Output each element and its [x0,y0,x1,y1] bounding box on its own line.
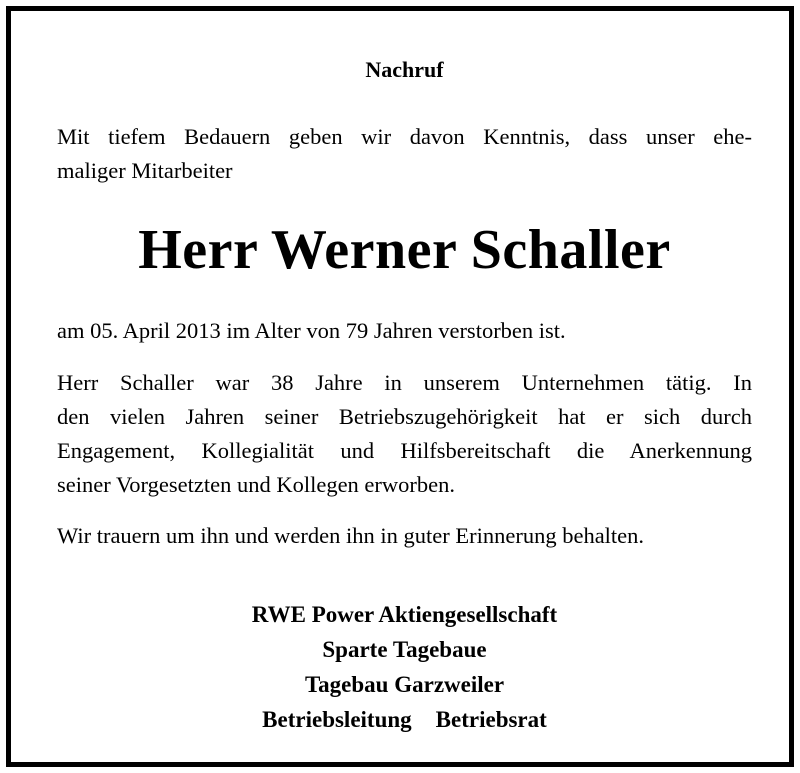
signature-signatories [57,702,752,737]
obituary-heading: Nachruf [365,57,444,82]
tribute-line: seiner Vorgesetzten und Kollegen erworben. [57,472,456,497]
intro-paragraph [57,120,752,188]
obituary-frame [6,6,794,767]
intro-line: maliger Mitarbeiter [57,158,233,183]
signature-site: Tagebau Garzweiler [304,672,505,697]
signature-block [57,597,752,737]
tribute-paragraph [57,366,752,502]
tribute-line: Herr Schaller war 38 Jahre in unserem Unternehmen tätig. In [57,370,752,395]
closing-text: Wir trauern um ihn und werden ihn in guter Erinnerung behalten. [57,523,645,548]
closing-paragraph [57,519,752,553]
death-statement [57,314,752,348]
signature-company: RWE Power Aktiengesellschaft [251,602,558,627]
signature-management: Betriebsleitung [262,707,412,732]
signature-works-council: Betriebsrat [435,707,547,732]
signature-division: Sparte Tagebaue [322,637,487,662]
tribute-line: Engagement, Kollegialität und Hilfsbereitschaft die Anerkennung [57,438,752,463]
deceased-name: Herr Werner Schaller [138,219,671,281]
tribute-line: den vielen Jahren seiner Betriebszugehörigkeit hat er sich durch [57,404,752,429]
intro-line: Mit tiefem Bedauern geben wir davon Kenntnis, dass unser ehe- [57,124,752,149]
death-statement-text: am 05. April 2013 im Alter von 79 Jahren verstorben ist. [57,318,566,343]
